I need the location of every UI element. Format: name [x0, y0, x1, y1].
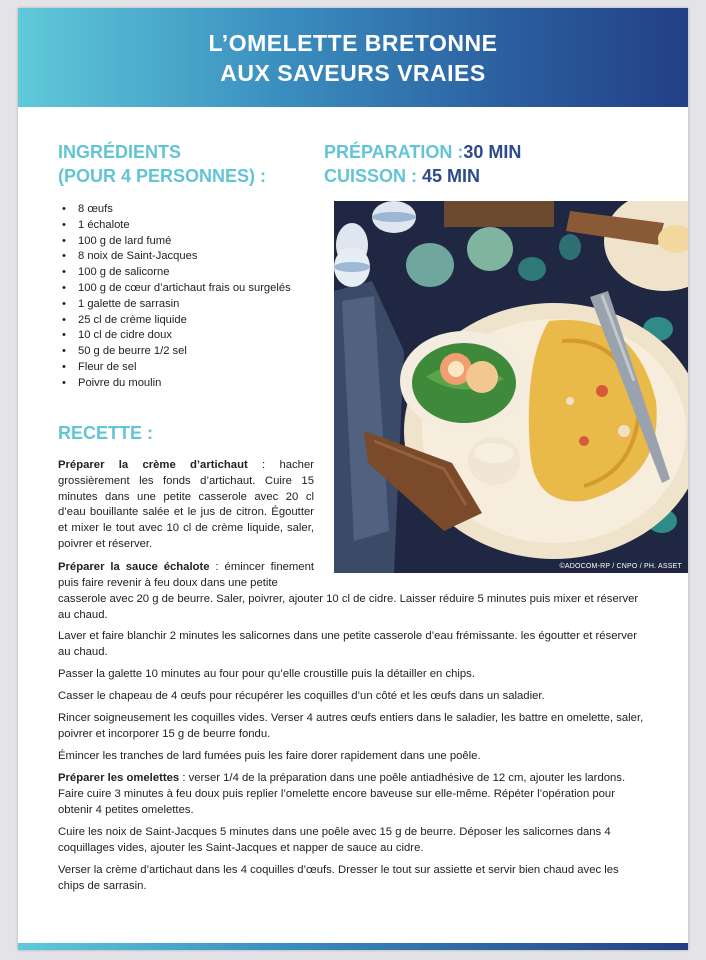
cook-value: 45 MIN: [422, 166, 481, 186]
ingredient-list: [62, 202, 291, 392]
ingredient-item: • 100 g de salicorne: [62, 265, 291, 281]
recipe-heading: RECETTE :: [58, 423, 154, 443]
ingredient-item: • 1 échalote: [62, 218, 291, 234]
recipe-step: Passer la galette 10 minutes au four pour qu’elle croustille puis la détailler en chips.: [58, 668, 475, 680]
page-title: [18, 28, 688, 88]
recipe-step: Rincer soigneusement les coquilles vides. Verser 4 autres œufs entiers dans le saladier, les battre en omelette, saler, poivrer et incorporer 15 g de beurre fondu.: [58, 712, 644, 740]
ingredient-item: • Poivre du moulin: [62, 376, 291, 392]
title-line-1: L’OMELETTE BRETONNE: [208, 30, 498, 56]
ingredient-item: • 50 g de beurre 1/2 sel: [62, 344, 291, 360]
title-line-2: AUX SAVEURS VRAIES: [220, 60, 486, 86]
photo-credit: ©ADOCOM-RP / CNPO / PH. ASSET: [559, 563, 682, 570]
step-text: : émincer finement puis faire revenir à feu doux dans une petite: [58, 561, 314, 589]
prep-time: [324, 140, 521, 164]
step-text: : verser 1/4 de la préparation dans une poêle antiadhésive de 12 cm, ajouter les lardons. Faire cuire 3 minutes à feu doux puis replier l’omelette encore baveuse sur elle-même. Répéter l’opération pour obtenir 4 petites omelettes.: [58, 772, 626, 816]
footer-bar: [18, 943, 688, 950]
step-text: : hacher grossièrement les fonds d’artichaut. Cuire 15 minutes dans une petite casserole avec 20 cl d’eau bouillante salée et le jus de citron. Égoutter et mixer le tout avec 10 cl de crème liquide, saler, poivrer et réserver.: [58, 459, 314, 550]
ingredient-item: • Fleur de sel: [62, 360, 291, 376]
step-title: Préparer la crème d’artichaut: [58, 459, 248, 471]
ingredients-heading: [58, 140, 266, 188]
ingredients-heading-line-1: INGRÉDIENTS: [58, 142, 182, 162]
cook-time: [324, 164, 521, 188]
cook-label: CUISSON :: [324, 166, 418, 186]
ingredient-item: • 100 g de cœur d’artichaut frais ou surgelés: [62, 281, 291, 297]
recipe-step: [58, 458, 314, 553]
recipe-step: [58, 771, 648, 818]
ingredient-item: • 1 galette de sarrasin: [62, 297, 291, 313]
ingredient-item: • 100 g de lard fumé: [62, 234, 291, 250]
recipe-step: Émincer les tranches de lard fumées puis les faire dorer rapidement dans une poêle.: [58, 750, 481, 762]
ingredient-item: • 8 œufs: [62, 202, 291, 218]
step-title: Préparer la sauce échalote: [58, 561, 210, 573]
recipe-step: Casser le chapeau de 4 œufs pour récupérer les coquilles d’un côté et les œufs dans un saladier.: [58, 690, 545, 702]
recipe-step: casserole avec 20 g de beurre. Saler, poivrer, ajouter 10 cl de cidre. Laisser réduire 5 minutes puis mixer et réserver au chaud.: [58, 593, 639, 621]
ingredient-item: • 8 noix de Saint-Jacques: [62, 249, 291, 265]
ingredient-item: • 10 cl de cidre doux: [62, 328, 291, 344]
title-banner: [18, 8, 688, 107]
dish-photo: [334, 201, 688, 573]
prep-label: PRÉPARATION :: [324, 142, 464, 162]
timing-block: [324, 140, 521, 188]
recipe-step: Laver et faire blanchir 2 minutes les salicornes dans une petite casserole d’eau frémissante. les égoutter et réserver au chaud.: [58, 630, 637, 658]
recipe-step: Cuire les noix de Saint-Jacques 5 minutes dans une poêle avec 15 g de beurre. Déposer les salicornes dans 4 coquillages vides, ajouter les Saint-Jacques et napper de sauce au cidre.: [58, 826, 611, 854]
recipe-step: Verser la crème d’artichaut dans les 4 coquilles d’œufs. Dresser le tout sur assiette et servir bien chaud avec les chips de sarrasin.: [58, 864, 619, 892]
recipe-page: [18, 8, 688, 950]
recipe-step: [58, 560, 314, 592]
step-title: Préparer les omelettes: [58, 772, 180, 784]
ingredients-heading-line-2: (POUR 4 PERSONNES) :: [58, 166, 267, 186]
ingredient-item: • 25 cl de crème liquide: [62, 313, 291, 329]
prep-value: 30 MIN: [463, 142, 522, 162]
